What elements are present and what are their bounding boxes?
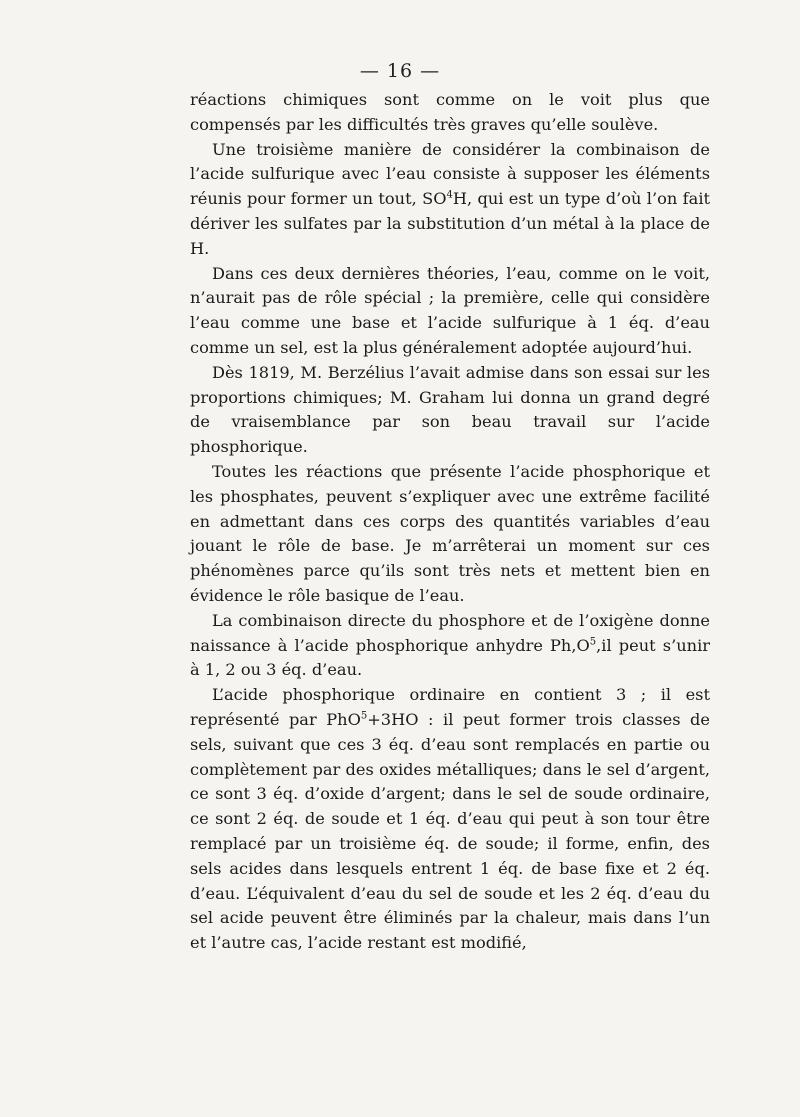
paragraph-3-text: Dans ces deux dernières théories, l’eau, comme on le voit, n’aurait pas de rôle spécial ; la première, celle qui considère l’eau comme une base et l’acide sulfurique à 1 éq. d’eau comme un sel, est la plus généralement adoptée aujourd’hui. — [190, 263, 710, 357]
paragraph-6-text-b: ,il peut s’unir à 1, 2 ou 3 éq. d’eau. — [190, 635, 710, 680]
paragraph-7-text-a: L’acide phosphorique ordinaire en contient 3 ; il est représenté par PhO — [190, 685, 710, 729]
paragraph-2-superscript: 4 — [446, 189, 453, 201]
paragraph-6 — [190, 609, 710, 683]
paragraph-4-text: Dès 1819, M. Berzélius l’avait admise dans son essai sur les proportions chimiques; M. Graham lui donna un grand degré de vraisemblance par son beau travail sur l’acide phosphorique. — [190, 362, 710, 457]
paragraph-5 — [190, 460, 710, 609]
paragraph-2 — [190, 138, 710, 262]
paragraph-1 — [190, 88, 710, 138]
paragraph-7 — [190, 683, 710, 956]
paragraph-3 — [190, 262, 710, 361]
paragraph-7-text-b: +3HO : il peut former trois classes de sels, suivant que ces 3 éq. d’eau sont remplacés en partie ou complètement par des oxides métalliques; dans le sel d’argent, ce sont 3 éq. d’oxide d’argent; dans le sel de soude ordinaire, ce sont 2 éq. de soude et 1 éq. d’eau qui peut à son tour être remplacé par un troisième éq. de soude; il forme, enfin, des sels acides dans lesquels entrent 1 éq. de base fixe et 2 éq. d’eau. L’équivalent d’eau du sel de soude et les 2 éq. d’eau du sel acide peuvent être éliminés par la chaleur, mais dans l’un et l’autre cas, l’acide restant est modifié, — [190, 709, 711, 953]
paragraph-4 — [190, 361, 710, 460]
paragraph-1-text: réactions chimiques sont comme on le voit plus que compensés par les difficultés très graves qu’elle soulève. — [190, 90, 710, 134]
paragraph-6-superscript: 5 — [589, 636, 597, 648]
body-text — [190, 88, 710, 956]
paragraph-6-text-a: La combinaison directe du phosphore et de l’oxigène donne naissance à l’acide phosphorique anhydre Ph,O — [190, 610, 710, 655]
paragraph-2-text-a: Une troisième manière de considérer la combinaison de l’acide sulfurique avec l’eau consiste à supposer les éléments réunis pour former un tout, SO — [190, 139, 710, 209]
paragraph-7-superscript: 5 — [360, 710, 368, 722]
paragraph-5-text: Toutes les réactions que présente l’acide phosphorique et les phosphates, peuvent s’expliquer avec une extrême facilité en admettant dans ces corps des quantités variables d’eau jouant le rôle de base. Je m’arrêterai un moment sur ces phénomènes parce qu’ils sont très nets et mettent bien en évidence le rôle basique de l’eau. — [190, 461, 710, 605]
paragraph-2-text-b: H, qui est un type d’où l’on fait dériver les sulfates par la substitution d’un métal à la place de H. — [190, 189, 710, 258]
page-number: — 16 — — [359, 60, 441, 82]
